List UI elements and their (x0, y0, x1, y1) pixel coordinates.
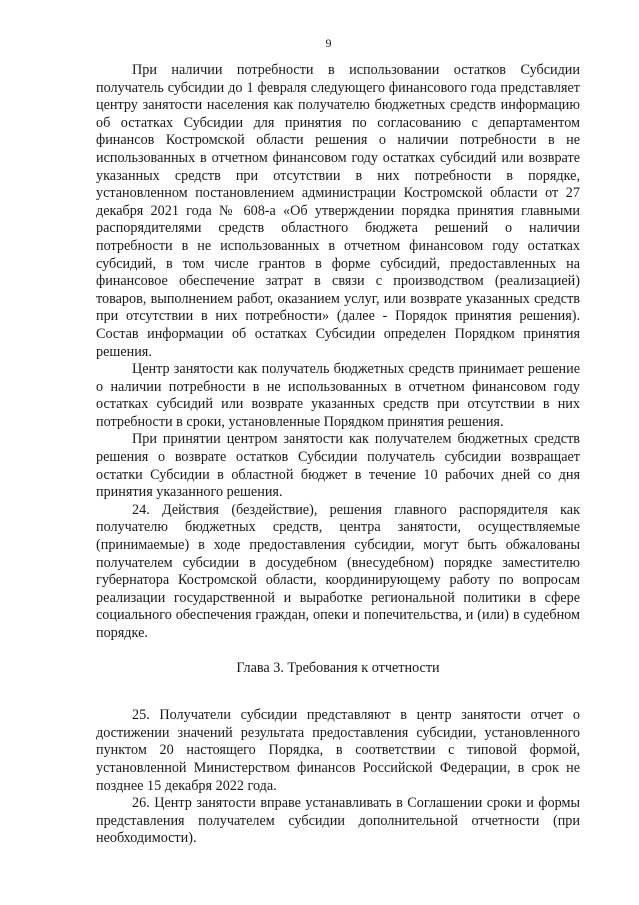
paragraph-item-24-appeal: 24. Действия (бездействие), решения главного распорядителя как получателю бюджетных средств, центра занятости, осуществляемые (принимаемые) в ходе предоставления субсидии, могут быть обжалованы получателем субсидии в досудебном (внесудебном) порядке заместителю губернатора Костромской области, координирующему работу по вопросам реализации государственной и выработке региональной политики в сфере социального обеспечения граждан, опеки и попечительства, и (или) в судебном порядке. (96, 501, 580, 641)
paragraph-unused-balances: При наличии потребности в использовании остатков Субсидии получатель субсидии до 1 февраля следующего финансового года представляет центру занятости населения как получателю бюджетных средств информацию об остатках Субсидии для принятия по согласованию с департаментом финансов Костромской области решения о наличии потребности в не использованных в отчетном финансовом году остатках субсидий или возврате указанных средств при отсутствии в них потребности в порядке, установленном постановлением администрации Костромской области от 27 декабря 2021 года № 608-а «Об утверждении порядка принятия главными распорядителями средств областного бюджета решений о наличии потребности в не использованных в отчетном финансовом году остатках субсидий, в том числе грантов в форме субсидий, предоставленных на финансовое обеспечение затрат в связи с производством (реализацией) товаров, выполнением работ, оказанием услуг, или возврате указанных средств при отсутствии в них потребности» (далее - Порядок принятия решения). Состав информации об остатках Субсидии определен Порядком принятия решения. (96, 62, 580, 360)
paragraph-employment-center-decision: Центр занятости как получатель бюджетных средств принимает решение о наличии потребности в не использованных в отчетном финансовом году остатках субсидий или возврате указанных средств при отсутствии в них потребности в сроки, установленные Порядком принятия решения. (96, 361, 580, 430)
paragraph-item-25-report: 25. Получатели субсидии представляют в центр занятости отчет о достижении значений результата предоставления субсидии, установленного пунктом 20 настоящего Порядка, в соответствии с типовой формой, установленной Министерством финансов Российской Федерации, в срок не позднее 15 декабря 2022 года. (96, 707, 580, 794)
document-body (96, 62, 580, 848)
paragraph-return-of-balances: При принятии центром занятости как получателем бюджетных средств решения о возврате остатков Субсидии получатель субсидии возвращает остатки Субсидии в областной бюджет в течение 10 рабочих дней со дня принятия указанного решения. (96, 431, 580, 501)
paragraph-item-26-additional-reporting: 26. Центр занятости вправе устанавливать в Соглашении сроки и формы представления получателем субсидии дополнительной отчетности (при необходимости). (96, 795, 580, 847)
page-number: 9 (325, 36, 332, 50)
chapter-heading: Глава 3. Требования к отчетности (236, 659, 440, 676)
